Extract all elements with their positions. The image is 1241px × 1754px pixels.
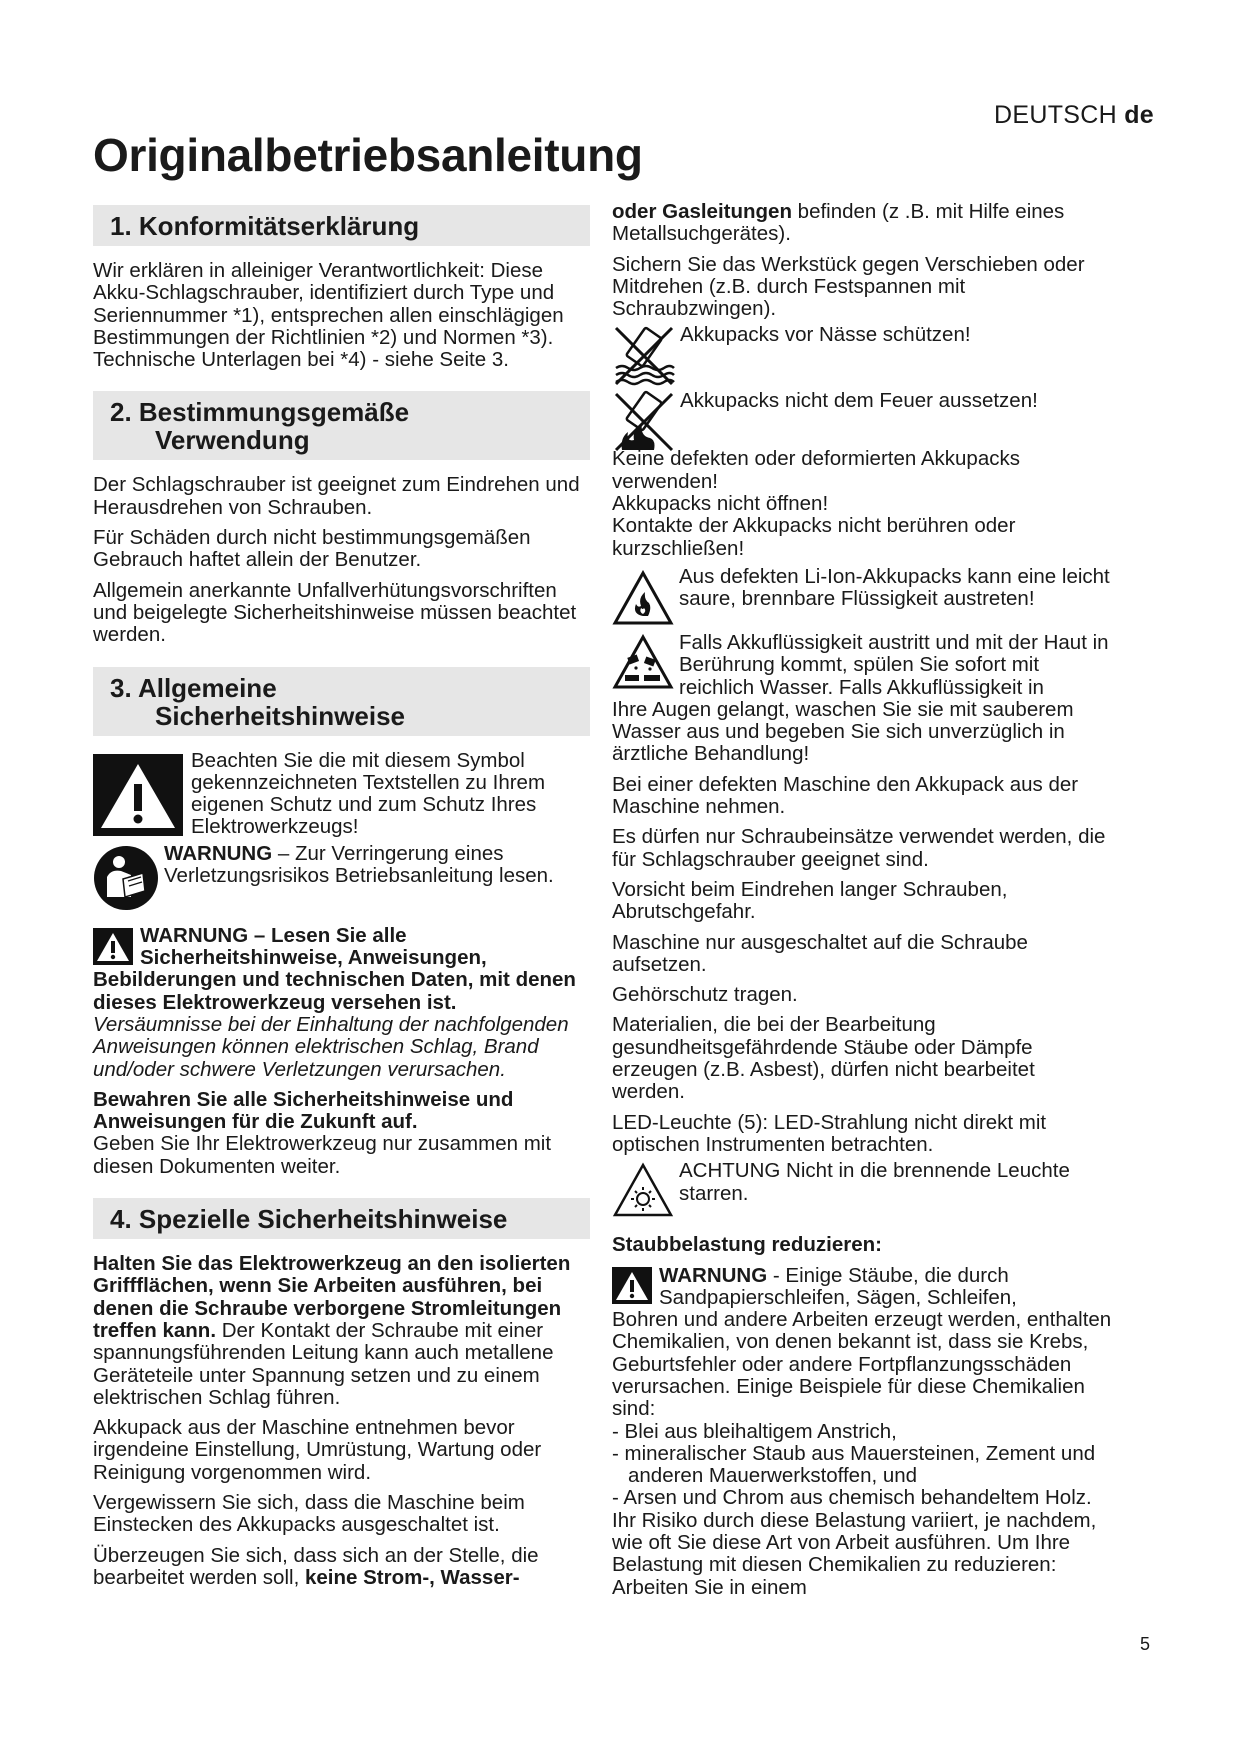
corrosive-text-continued: Ihre Augen gelangt, waschen Sie sie mit sauberem Wasser aus und begeben Sie sich unverzüglich in ärztliche Behandlung!	[612, 697, 1074, 766]
right-text: befinden (z .B. mit Hilfe eines Metallsuchgerätes).	[612, 200, 1065, 246]
section-3-heading-line2: Sicherheitshinweise	[155, 700, 405, 731]
dust-heading: Staubbelastung reduzieren:	[612, 1233, 882, 1257]
dust-warning-label: WARNUNG	[659, 1263, 768, 1287]
section-4-paragraph: Vergewissern Sie sich, dass die Maschine beim Einstecken des Akkupacks ausgeschaltet ist.	[93, 1490, 525, 1537]
battery-warning-line: Kontakte der Akkupacks nicht berühren oder kurzschließen!	[612, 514, 1016, 560]
dust-warning	[612, 1265, 1112, 1310]
section-4-bold: keine Strom-, Wasser-	[304, 1565, 520, 1589]
risk-paragraph: Ihr Risiko durch diese Belastung variiert, je nachdem, wie oft Sie diese Art von Arbeit ausführen. Um Ihre Belastung mit diesen Chemikalien zu reduzieren: Arbeiten Sie in einem	[612, 1508, 1097, 1599]
warning-triangle-small-icon	[93, 928, 133, 965]
keep-instructions	[93, 1089, 590, 1178]
right-paragraph	[612, 201, 1112, 246]
no-fire-note	[612, 390, 1112, 454]
symbol-note-text: Beachten Sie die mit diesem Symbol gekennzeichneten Textstellen zu Ihrem eigenen Schutz und zum Schutz Ihres Elektrowerkzeugs!	[191, 748, 546, 839]
right-paragraph: Materialien, die bei der Bearbeitung gesundheitsgefährdende Stäube oder Dämpfe erzeugen (z.B. Asbest), dürfen nicht bearbeitet werden.	[612, 1013, 1035, 1104]
right-paragraph: Sichern Sie das Werkstück gegen Verschieben oder Mitdrehen (z.B. durch Festspannen mit Schraubzwingen).	[612, 252, 1085, 321]
led-note	[612, 1160, 1112, 1218]
led-warning-text: ACHTUNG Nicht in die brennende Leuchte starren.	[679, 1159, 1070, 1205]
battery-warnings	[612, 448, 1112, 559]
flammable-text: Aus defekten Li-Ion-Akkupacks kann eine leicht saure, brennbare Flüssigkeit austreten!	[679, 564, 1110, 611]
read-manual-note	[93, 843, 590, 911]
keep-instructions-bold: Bewahren Sie alle Sicherheitshinweise und Anweisungen für die Zukunft auf.	[93, 1087, 514, 1134]
right-paragraph: Bei einer defekten Maschine den Akkupack aus der Maschine nehmen.	[612, 772, 1079, 819]
battery-warning-line: Keine defekten oder deformierten Akkupacks verwenden!	[612, 447, 1020, 493]
list-item: - Blei aus bleihaltigem Anstrich,	[612, 1419, 897, 1443]
section-2-heading-line1: 2. Bestimmungsgemäße	[110, 397, 410, 428]
section-3-heading-line1: 3. Allgemeine	[110, 672, 277, 703]
general-warning-bold: WARNUNG – Lesen Sie alle Sicherheitshinweise, Anweisungen, Bebilderungen und technischen Daten, mit denen dieses Elektrowerkzeug versehen ist.	[93, 923, 576, 1014]
section-2-paragraph: Allgemein anerkannte Unfallverhütungsvorschriften und beigelegte Sicherheitshinweise müssen beachtet werden.	[93, 578, 577, 647]
section-4-paragraph	[93, 1545, 590, 1590]
right-paragraph: Gehörschutz tragen.	[612, 983, 798, 1007]
flammable-warning-icon	[612, 570, 674, 626]
language-text: DEUTSCH	[994, 101, 1117, 129]
right-paragraph: LED-Leuchte (5): LED-Strahlung nicht direkt mit optischen Instrumenten betrachten.	[612, 1110, 1047, 1156]
dust-warning-text: - Einige Stäube, die durch Sandpapierschleifen, Sägen, Schleifen,	[659, 1263, 1017, 1309]
section-2-heading-line2: Verwendung	[155, 425, 310, 456]
right-paragraph: Maschine nur ausgeschaltet auf die Schraube aufsetzen.	[612, 930, 1028, 976]
no-wet-text: Akkupacks vor Nässe schützen!	[680, 323, 971, 347]
left-column	[93, 205, 590, 1597]
no-water-icon	[612, 324, 676, 388]
symbol-note	[93, 750, 590, 839]
right-paragraph: Vorsicht beim Eindrehen langer Schrauben, Abrutschgefahr.	[612, 877, 1008, 924]
page-title: Originalbetriebsanleitung	[93, 129, 643, 181]
no-fire-icon	[612, 390, 676, 454]
warning-triangle-large-icon	[93, 754, 183, 836]
right-column	[612, 201, 1112, 1607]
section-4-text: Überzeugen Sie sich, dass sich an der Stelle, die bearbeitet werden soll,	[93, 1543, 539, 1589]
led-warning-icon	[612, 1162, 674, 1218]
dust-warning-continued: Bohren und andere Arbeiten erzeugt werden, enthalten Chemikalien, von denen bekannt ist, dass sie Krebs, Geburtsfehler oder andere Fortpflanzungsschäden verursachen. Einige Beispiele für diese Chemikalien sind:	[612, 1308, 1112, 1421]
language-code: de	[1124, 101, 1154, 129]
flammable-note	[612, 566, 1112, 626]
section-4-paragraph: Akkupack aus der Maschine entnehmen bevor irgendeine Einstellung, Umrüstung, Wartung oder Reinigung vorgenommen wird.	[93, 1416, 542, 1484]
section-4-paragraph	[93, 1253, 590, 1409]
general-warning-italic: Versäumnisse bei der Einhaltung der nachfolgenden Anweisungen können elektrischen Schlag, Brand und/oder schwere Verletzungen verursachen.	[93, 1012, 569, 1081]
warning-triangle-small-icon	[612, 1267, 652, 1304]
page-number: 5	[1140, 1634, 1151, 1654]
corrosive-warning-icon	[612, 634, 674, 690]
read-manual-warning-label: WARNUNG	[164, 841, 273, 865]
section-1-text: Wir erklären in alleiniger Verantwortlichkeit: Diese Akku-Schlagschrauber, identifiziert durch Type und Seriennummer *1), entsprechen allen einschlägigen Bestimmungen der Richtlinien *2) und Normen *3). Technische Unterlagen bei *4) - siehe Seite 3.	[93, 259, 564, 372]
no-fire-text: Akkupacks nicht dem Feuer aussetzen!	[680, 389, 1038, 413]
section-4-text: Der Kontakt der Schraube mit einer spannungsführenden Leitung kann auch metallene Geräteteile unter Spannung setzen und zu einem elektrischen Schlag führen.	[93, 1318, 554, 1409]
chemicals-list	[612, 1421, 1112, 1510]
section-4-heading: 4. Spezielle Sicherheitshinweise	[93, 1198, 590, 1239]
no-wet-note	[612, 324, 1112, 388]
list-item: - Arsen und Chrom aus chemisch behandeltem Holz.	[612, 1486, 1092, 1510]
section-2-heading	[93, 391, 590, 460]
read-manual-icon	[93, 845, 159, 911]
corrosive-text: Falls Akkuflüssigkeit austritt und mit der Haut in Berührung kommt, spülen Sie sofort mit reichlich Wasser. Falls Akkuflüssigkeit in	[679, 630, 1109, 699]
battery-warning-line: Akkupacks nicht öffnen!	[612, 492, 829, 516]
section-4-bold: Halten Sie das Elektrowerkzeug an den isolierten Griffflächen, wenn Sie Arbeiten ausführen, bei denen die Schraube verborgene Stromleitungen treffen kann.	[93, 1252, 571, 1342]
read-manual-text	[164, 843, 590, 888]
right-bold: oder Gasleitungen	[612, 200, 792, 223]
list-item: - mineralischer Staub aus Mauersteinen, Zement und anderen Mauerwerkstoffen, und	[612, 1441, 1096, 1488]
section-1-heading: 1. Konformitätserklärung	[93, 205, 590, 246]
read-manual-text-body: – Zur Verringerung eines Verletzungsrisikos Betriebsanleitung lesen.	[164, 841, 554, 888]
language-label	[994, 101, 1154, 130]
section-3-heading	[93, 667, 590, 736]
right-paragraph: Es dürfen nur Schraubeinsätze verwendet werden, die für Schlagschrauber geeignet sind.	[612, 825, 1106, 871]
keep-instructions-text: Geben Sie Ihr Elektrowerkzeug nur zusammen mit diesen Dokumenten weiter.	[93, 1132, 552, 1178]
section-2-paragraph: Der Schlagschrauber ist geeignet zum Eindrehen und Herausdrehen von Schrauben.	[93, 473, 580, 519]
section-2-paragraph: Für Schäden durch nicht bestimmungsgemäßen Gebrauch haftet allein der Benutzer.	[93, 526, 531, 572]
